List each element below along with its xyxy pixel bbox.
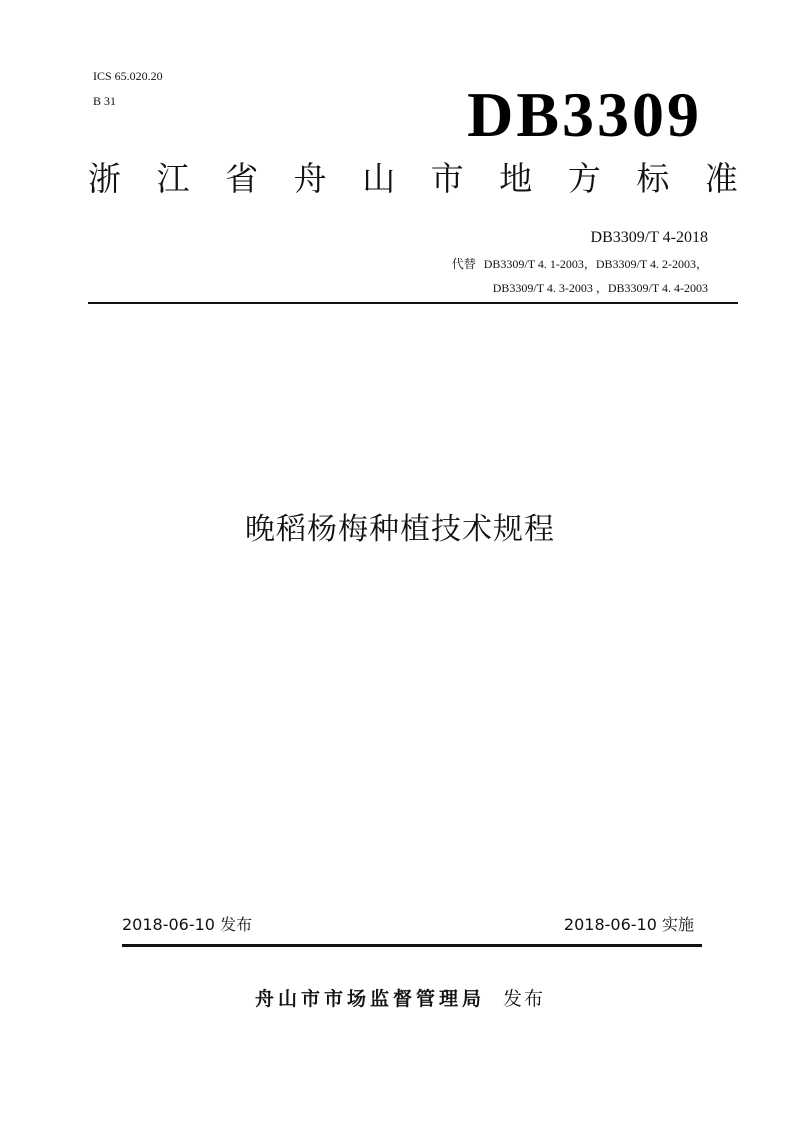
standard-type-char: 浙: [88, 159, 121, 198]
standard-type-char: 舟: [293, 159, 327, 198]
db-code-logo: DB3309: [467, 79, 702, 150]
standard-type-char: 准: [704, 159, 738, 198]
standard-type-char: 省: [225, 159, 259, 198]
standard-type-char: 地: [499, 159, 533, 198]
standard-type-char: 山: [362, 159, 396, 198]
standard-number: DB3309/T 4-2018: [590, 229, 708, 246]
ccs-code: B 31: [93, 94, 117, 108]
publisher-line: [0, 986, 800, 1012]
replaces-line-1: [452, 256, 708, 272]
standard-type-char: 市: [430, 159, 464, 198]
standard-type-char: 江: [156, 159, 190, 198]
footer-divider: [122, 944, 702, 947]
replaces-line-2: DB3309/T 4. 3-2003 ，DB3309/T 4. 4-2003: [492, 281, 708, 295]
replaces-label: 代替: [451, 257, 476, 271]
standard-type-char: 标: [636, 159, 670, 198]
publisher-suffix: 发布: [503, 988, 546, 1010]
publisher-name: 舟山市市场监督管理局: [254, 988, 485, 1010]
replaces-list-1: DB3309/T 4. 1-2003，DB3309/T 4. 2-2003，: [483, 257, 708, 271]
standard-type-char: 方: [567, 159, 601, 198]
document-title: 晚稻杨梅种植技术规程: [245, 512, 555, 547]
header-divider: [88, 302, 738, 304]
publish-date: 2018-06-10 发布: [122, 915, 253, 934]
standard-type-heading: [88, 157, 738, 201]
ics-code: ICS 65.020.20: [93, 69, 163, 83]
implement-date: 2018-06-10 实施: [563, 915, 694, 934]
